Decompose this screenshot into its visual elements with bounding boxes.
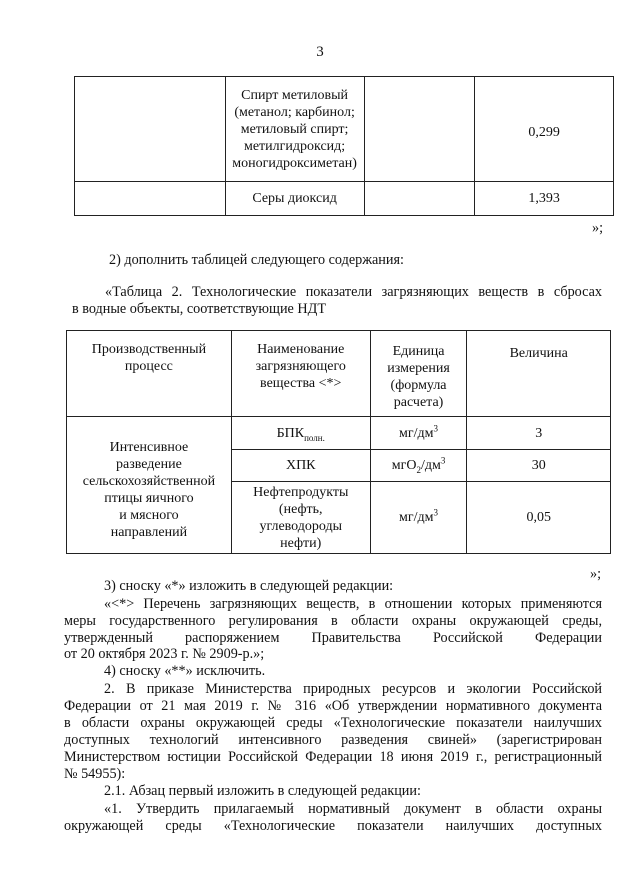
value-cell: 0,299 [475, 77, 614, 182]
closing-quote: »; [592, 220, 604, 236]
empty-cell [364, 182, 475, 216]
header-unit: Единица измерения (формула расчета) [370, 331, 467, 417]
value-cell: 0,05 [467, 482, 611, 554]
section-2-1-quote-l2: окружающей среды «Технологические показатели наилучших доступных [64, 818, 602, 834]
section-2-1: 2.1. Абзац первый изложить в следующей редакции: [104, 783, 421, 799]
paragraph-4: 4) сноску «**» исключить. [104, 663, 266, 679]
empty-cell [75, 77, 226, 182]
substance-cell: ХПК [231, 450, 370, 482]
header-process: Производственный процесс [67, 331, 232, 417]
table2-caption-line2: в водные объекты, соответствующие НДТ [72, 301, 326, 317]
footnote-text-l1: «<*> Перечень загрязняющих веществ, в отношении которых применяются [104, 596, 602, 612]
page-number: 3 [316, 44, 324, 60]
header-substance: Наименование загрязняющего вещества <*> [231, 331, 370, 417]
unit-cell: $мг/дм^3$ [370, 482, 467, 554]
process-cell: Интенсивное разведение сельскохозяйственной птицы яичного и мясного направлений [67, 417, 232, 554]
table-row [75, 182, 614, 216]
section-2-l2: Федерации от 21 мая 2019 г. № 316 «Об утверждении нормативного документа [64, 698, 602, 714]
substance-cell: Нефтепродукты (нефть, углеводороды нефти) [231, 482, 370, 554]
closing-quote: »; [590, 566, 602, 582]
footnote-text-l4: от 20 октября 2023 г. № 2909-р.»; [64, 646, 265, 662]
value-cell: 30 [467, 450, 611, 482]
table-header-row [67, 331, 611, 417]
substance-cell: $БПК_{полн.}$ [231, 417, 370, 450]
table-row [67, 417, 611, 450]
substance-cell: Спирт метиловый (метанол; карбинол; метиловый спирт; метилгидроксид; моногидроксиметан) [225, 77, 364, 182]
item-2-text: 2) дополнить таблицей следующего содержания: [109, 252, 404, 268]
empty-cell [364, 77, 475, 182]
unit-cell: $мг/дм^3$ [370, 417, 467, 450]
table2 [66, 330, 611, 554]
section-2-l6: № 54955): [64, 766, 126, 782]
empty-cell [75, 182, 226, 216]
table-row [75, 77, 614, 182]
top-table [74, 76, 614, 216]
paragraph-3: 3) сноску «*» изложить в следующей редакции: [104, 578, 394, 594]
footnote-text-l3: утвержденный распоряжением Правительства Российской Федерации [64, 630, 602, 646]
section-2-l5: Министерством юстиции Российской Федерации 18 июня 2019 г., регистрационный [64, 749, 602, 765]
value-cell: 1,393 [475, 182, 614, 216]
table2-caption-line1: «Таблица 2. Технологические показатели загрязняющих веществ в сбросах [105, 284, 602, 300]
unit-cell: $мгО_2/дм^3$ [370, 450, 467, 482]
section-2-l4: доступных технологий интенсивного разведения свиней» (зарегистрирован [64, 732, 602, 748]
footnote-text-l2: меры государственного регулирования в области охраны окружающей среды, [64, 613, 602, 629]
section-2-1-quote-l1: «1. Утвердить прилагаемый нормативный документ в области охраны [104, 801, 602, 817]
section-2-l1: 2. В приказе Министерства природных ресурсов и экологии Российской [104, 681, 602, 697]
substance-cell: Серы диоксид [225, 182, 364, 216]
header-value: Величина [467, 331, 611, 417]
section-2-l3: в области охраны окружающей среды «Технологические показатели наилучших [64, 715, 602, 731]
value-cell: 3 [467, 417, 611, 450]
